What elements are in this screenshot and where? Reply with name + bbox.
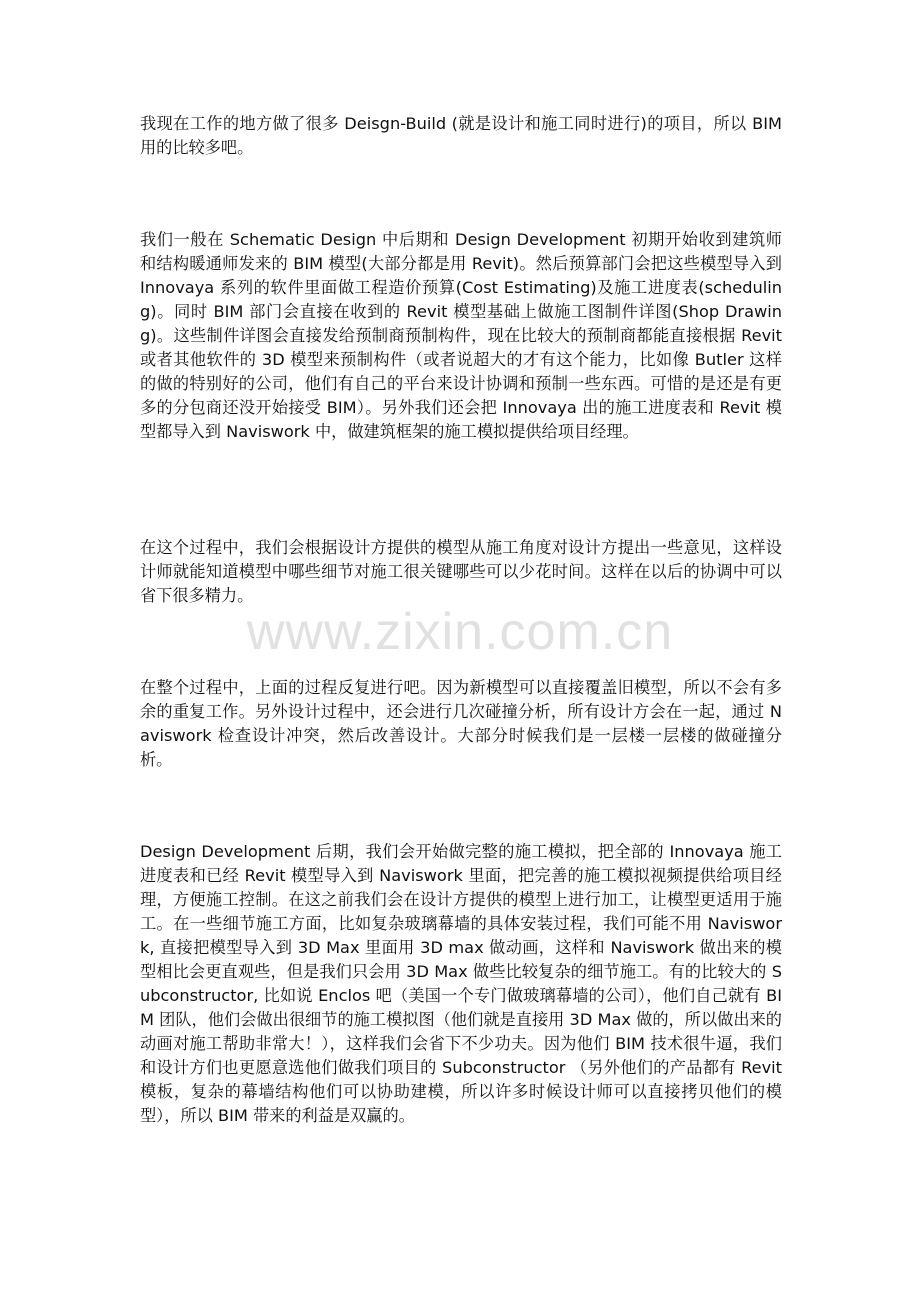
paragraph-clash-detection: 在整个过程中，上面的过程反复进行吧。因为新模型可以直接覆盖旧模型，所以不会有多余的重复工作。另外设计过程中，还会进行几次碰撞分析，所有设计方会在一起，通过 Naviswork 检查设计冲突，然后改善设计。大部分时候我们是一层楼一层楼的做碰撞分析。	[140, 678, 782, 769]
watermark-text: www.zixin.com.cn	[246, 603, 674, 661]
paragraph-construction-simulation: Design Development 后期，我们会开始做完整的施工模拟，把全部的 Innovaya 施工进度表和已经 Revit 模型导入到 Naviswork 里面，把完善的施工模拟视频提供给项目经理，方便施工控制。在这之前我们会在设计方提供的模型上进行加工，让模型更适用于施工。在一些细节施工方面，比如复杂玻璃幕墙的具体安装过程，我们可能不用 Naviswork, 直接把模型导入到 3D Max 里面用 3D max 做动画，这样和 Naviswork 做出来的模型相比会更直观些，但是我们只会用 3D Max 做些比较复杂的细节施工。有的比较大的 Subconstructor, 比如说 Enclos 吧（美国一个专门做玻璃幕墙的公司），他们自己就有 BIM 团队，他们会做出很细节的施工模拟图（他们就是直接用 3D Max 做的，所以做出来的动画对施工帮助非常大！），这样我们会省下不少功夫。因为他们 BIM 技术很牛逼，我们和设计方们也更愿意选他们做我们项目的 Subconstructor （另外他们的产品都有 Revit 模板，复杂的幕墙结构他们可以协助建模，所以许多时候设计师可以直接拷贝他们的模型），所以 BIM 带来的利益是双赢的。	[140, 842, 782, 1125]
paragraph-design-build-intro: 我现在工作的地方做了很多 Deisgn-Build (就是设计和施工同时进行)的项目，所以 BIM 用的比较多吧。	[140, 114, 782, 157]
paragraph-bim-workflow: 我们一般在 Schematic Design 中后期和 Design Development 初期开始收到建筑师和结构暖通师发来的 BIM 模型(大部分都是用 Revit)。然后预算部门会把这些模型导入到 Innovaya 系列的软件里面做工程造价预算(Cost Estimating)及施工进度表(scheduling)。同时 BIM 部门会直接在收到的 Revit 模型基础上做施工图制件详图(Shop Drawing)。这些制件详图会直接发给预制商预制构件，现在比较大的预制商都能直接根据 Revit 或者其他软件的 3D 模型来预制构件（或者说超大的才有这个能力，比如像 Butler 这样的做的特别好的公司，他们有自己的平台来设计协调和预制一些东西。可惜的是还是有更多的分包商还没开始接受 BIM）。另外我们还会把 Innovaya 出的施工进度表和 Revit 模型都导入到 Naviswork 中，做建筑框架的施工模拟提供给项目经理。	[140, 230, 782, 441]
paragraph-design-feedback: 在这个过程中，我们会根据设计方提供的模型从施工角度对设计方提出一些意见，这样设计师就能知道模型中哪些细节对施工很关键哪些可以少花时间。这样在以后的协调中可以省下很多精力。	[140, 538, 782, 605]
